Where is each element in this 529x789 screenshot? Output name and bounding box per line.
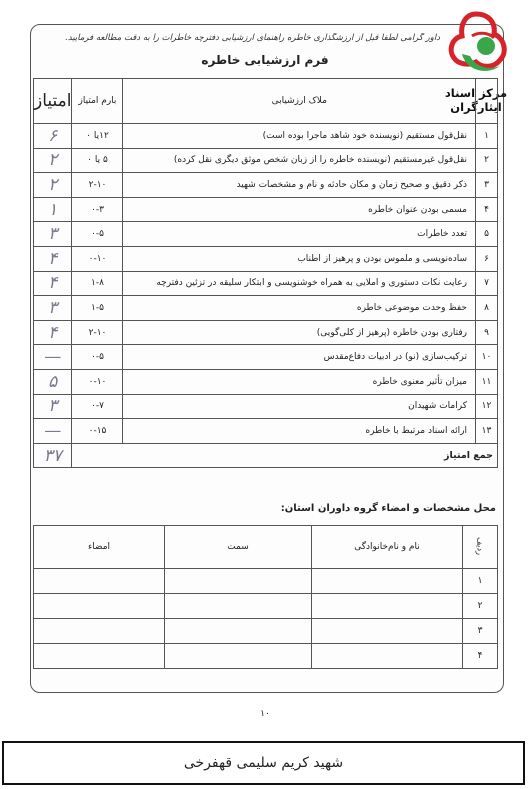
jury-section-title: محل مشخصات و امضاء گروه داوران استان: — [280, 503, 496, 514]
handwritten-score: ۳ — [34, 296, 72, 321]
table-row — [34, 320, 498, 345]
total-row — [34, 443, 498, 468]
jury-table — [33, 525, 498, 669]
table-row — [34, 369, 498, 394]
handwritten-score: ۳ — [34, 222, 72, 247]
row-number: ١٣ — [476, 419, 498, 444]
jury-row-header: ردیف — [463, 526, 498, 569]
max-score: ٣-٠ — [72, 197, 123, 222]
jury-row-number: ۴ — [463, 644, 498, 669]
max-score: ١۵-٠ — [72, 419, 123, 444]
handwritten-score: ۴ — [34, 320, 72, 345]
row-number: ۴ — [476, 197, 498, 222]
criteria-text: نقل‌قول غیرمستقیم (نویسنده خاطره را از زبان شخص موثق دیگری نقل کرده) — [123, 148, 476, 173]
handwritten-score: — — [34, 345, 72, 370]
criteria-text: ساده‌نویسی و ملموس بودن و پرهیز از اطناب — [123, 246, 476, 271]
max-score: ١٢یا ٠ — [72, 124, 123, 149]
table-row — [34, 197, 498, 222]
row-number: ١٠ — [476, 345, 498, 370]
jury-row — [34, 619, 498, 644]
jury-position-cell[interactable] — [165, 569, 312, 594]
row-number: ١٢ — [476, 394, 498, 419]
handwritten-score: ۴ — [34, 271, 72, 296]
row-number: ٣ — [476, 173, 498, 198]
max-score: ٨-١ — [72, 271, 123, 296]
jury-name-cell[interactable] — [312, 644, 463, 669]
max-score-header: بارم امتیاز — [72, 79, 123, 124]
row-number: ٢ — [476, 148, 498, 173]
jury-row — [34, 569, 498, 594]
row-number-header — [476, 79, 498, 124]
table-row — [34, 222, 498, 247]
jury-signature-cell[interactable] — [34, 594, 165, 619]
handwritten-score: — — [34, 419, 72, 444]
criteria-text: ذکر دقیق و صحیح زمان و مکان حادثه و نام و مشخصات شهید — [123, 173, 476, 198]
jury-signature-cell[interactable] — [34, 619, 165, 644]
score-header: امتیاز — [34, 79, 72, 124]
evaluation-table — [33, 78, 498, 468]
caption-text: شهید کریم سلیمی قهفرخی — [183, 755, 344, 771]
max-score: ۵ یا ٠ — [72, 148, 123, 173]
table-row — [34, 345, 498, 370]
jury-row — [34, 644, 498, 669]
jury-signature-header: امضاء — [34, 526, 165, 569]
criteria-text: مسمی بودن عنوان خاطره — [123, 197, 476, 222]
total-label: جمع امتیاز — [72, 443, 498, 468]
max-score: ١٠-٠ — [72, 246, 123, 271]
handwritten-score: ۵ — [34, 369, 72, 394]
criteria-text: تعدد خاطرات — [123, 222, 476, 247]
page-number: ١٠ — [260, 709, 270, 719]
criteria-text: ترکیب‌سازی (نو) در ادبیات دفاع‌مقدس — [123, 345, 476, 370]
form-title: فرم ارزشیابی خاطره — [201, 53, 329, 67]
max-score: ۵-١ — [72, 296, 123, 321]
logo-text: مرکز اسناد ایثارگران — [444, 86, 508, 114]
handwritten-score: ۴ — [34, 246, 72, 271]
row-number: ۶ — [476, 246, 498, 271]
jury-signature-cell[interactable] — [34, 569, 165, 594]
max-score: ١٠-٠ — [72, 369, 123, 394]
instruction-note: داور گرامی لطفاً قبل از ارزشگذاری خاطره راهنمای ارزشیابی دفترچه خاطرات را به دقت مطالعه فرمایید. — [65, 33, 440, 43]
table-row — [34, 148, 498, 173]
criteria-header: ملاک ارزشیابی — [123, 79, 476, 124]
criteria-text: حفظ وحدت موضوعی خاطره — [123, 296, 476, 321]
table-row — [34, 419, 498, 444]
jury-row-number: ٣ — [463, 619, 498, 644]
row-number: ٧ — [476, 271, 498, 296]
max-score: ۵-٠ — [72, 222, 123, 247]
table-row — [34, 124, 498, 149]
handwritten-score: ۳ — [34, 394, 72, 419]
handwritten-score: ۲ — [34, 148, 72, 173]
jury-name-header: نام و نام‌خانوادگی — [312, 526, 463, 569]
jury-position-cell[interactable] — [165, 619, 312, 644]
jury-position-header: سمت — [165, 526, 312, 569]
jury-row-number: ٢ — [463, 594, 498, 619]
table-row — [34, 394, 498, 419]
jury-row-number: ١ — [463, 569, 498, 594]
jury-name-cell[interactable] — [312, 619, 463, 644]
handwritten-score: ۶ — [34, 124, 72, 149]
handwritten-score: ۱ — [34, 197, 72, 222]
row-number: ٨ — [476, 296, 498, 321]
jury-row — [34, 594, 498, 619]
table-row — [34, 296, 498, 321]
jury-name-cell[interactable] — [312, 594, 463, 619]
jury-position-cell[interactable] — [165, 644, 312, 669]
max-score: ۵-٠ — [72, 345, 123, 370]
row-number: ٩ — [476, 320, 498, 345]
max-score: ١٠-٢ — [72, 320, 123, 345]
criteria-text: ارائه اسناد مرتبط با خاطره — [123, 419, 476, 444]
max-score: ٧-٠ — [72, 394, 123, 419]
max-score: ١٠-٢ — [72, 173, 123, 198]
criteria-text: کرامات شهیدان — [123, 394, 476, 419]
handwritten-score: ۲ — [34, 173, 72, 198]
criteria-text: نقل‌قول مستقیم (نویسنده خود شاهد ماجرا بوده است) — [123, 124, 476, 149]
criteria-text: میزان تأثیر معنوی خاطره — [123, 369, 476, 394]
criteria-text: رعایت نکات دستوری و املایی به همراه خوشنویسی و ابتکار سلیقه در تزئین دفترچه — [123, 271, 476, 296]
jury-position-cell[interactable] — [165, 594, 312, 619]
table-row — [34, 271, 498, 296]
row-number: ١ — [476, 124, 498, 149]
row-number: ۵ — [476, 222, 498, 247]
total-score: ۳۷ — [34, 443, 72, 468]
caption-box — [2, 741, 525, 785]
jury-name-cell[interactable] — [312, 569, 463, 594]
table-row — [34, 246, 498, 271]
criteria-text: رفتاری بودن خاطره (پرهیز از کلی‌گویی) — [123, 320, 476, 345]
row-number: ١١ — [476, 369, 498, 394]
jury-signature-cell[interactable] — [34, 644, 165, 669]
table-row — [34, 173, 498, 198]
